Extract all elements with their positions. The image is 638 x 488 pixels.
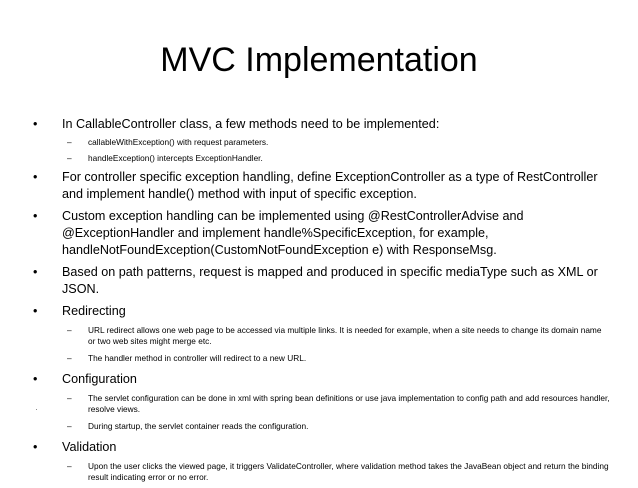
bullet-text: Based on path patterns, request is mapped and produced in specific mediaType such as XML or JSON.: [62, 265, 598, 296]
subbullet-text: callableWithException() with request parameters.: [88, 137, 269, 147]
bullet-controller-specific-exception: [30, 169, 610, 203]
dash-marker: –: [67, 137, 72, 147]
bullet-configuration: [30, 371, 610, 388]
bullet-text: Validation: [62, 440, 117, 454]
bullet-callable-controller: [30, 116, 610, 133]
bullet-text: Configuration: [62, 372, 137, 386]
subbullet-validate-controller: [30, 461, 610, 483]
subbullet-text: The handler method in controller will redirect to a new URL.: [88, 353, 307, 363]
dash-marker: –: [67, 461, 72, 471]
bullet-marker: •: [33, 372, 38, 386]
subbullet-text: Upon the user clicks the viewed page, it triggers ValidateController, where validation method takes the JavaBean object and return the binding result indicating error or no error.: [88, 461, 609, 482]
slide-content: [30, 116, 610, 488]
subbullet-handler-redirect: [30, 353, 610, 364]
bullet-custom-exception-handling: [30, 208, 610, 259]
bullet-text: For controller specific exception handling, define ExceptionController as a type of RestController and implement handle() method with input of specific exception.: [62, 170, 598, 201]
subbullet-startup: [30, 421, 610, 432]
bullet-marker: •: [33, 440, 38, 454]
bullet-marker: •: [33, 304, 38, 318]
bullet-validation: [30, 439, 610, 456]
dash-marker: –: [67, 353, 72, 363]
bullet-marker: •: [33, 265, 38, 279]
bullet-text: In CallableController class, a few methods need to be implemented:: [62, 117, 440, 131]
bullet-marker: •: [33, 117, 38, 131]
subbullet-callable-with-exception: [30, 137, 610, 148]
bullet-text: Redirecting: [62, 304, 126, 318]
subbullet-handle-exception: [30, 153, 610, 164]
bullet-marker: •: [33, 170, 38, 184]
subbullet-text: URL redirect allows one web page to be accessed via multiple links. It is needed for example, when a site needs to change its domain name or two web sites might merge etc.: [88, 325, 602, 346]
subbullet-text: The servlet configuration can be done in xml with spring bean definitions or use java implementation to config path and add resources handler, resolve views.: [88, 393, 610, 414]
slide-title: MVC Implementation: [160, 41, 478, 79]
bullet-text: Custom exception handling can be implemented using @RestControllerAdvise and @ExceptionHandler and implement handle%SpecificException, for example, handleNotFoundException(CustomNotFoundException e) with ResponseMsg.: [62, 209, 524, 257]
bullet-marker: •: [33, 209, 38, 223]
subbullet-servlet-configuration: [30, 393, 610, 415]
dash-marker: –: [67, 421, 72, 431]
bullet-path-patterns: [30, 264, 610, 298]
dash-marker: –: [67, 393, 72, 403]
subbullet-text: During startup, the servlet container reads the configuration.: [88, 421, 309, 431]
subbullet-url-redirect: [30, 325, 610, 347]
subbullet-text: handleException() intercepts ExceptionHandler.: [88, 153, 263, 163]
stray-dot: [36, 409, 37, 410]
dash-marker: –: [67, 153, 72, 163]
dash-marker: –: [67, 325, 72, 335]
bullet-redirecting: [30, 303, 610, 320]
